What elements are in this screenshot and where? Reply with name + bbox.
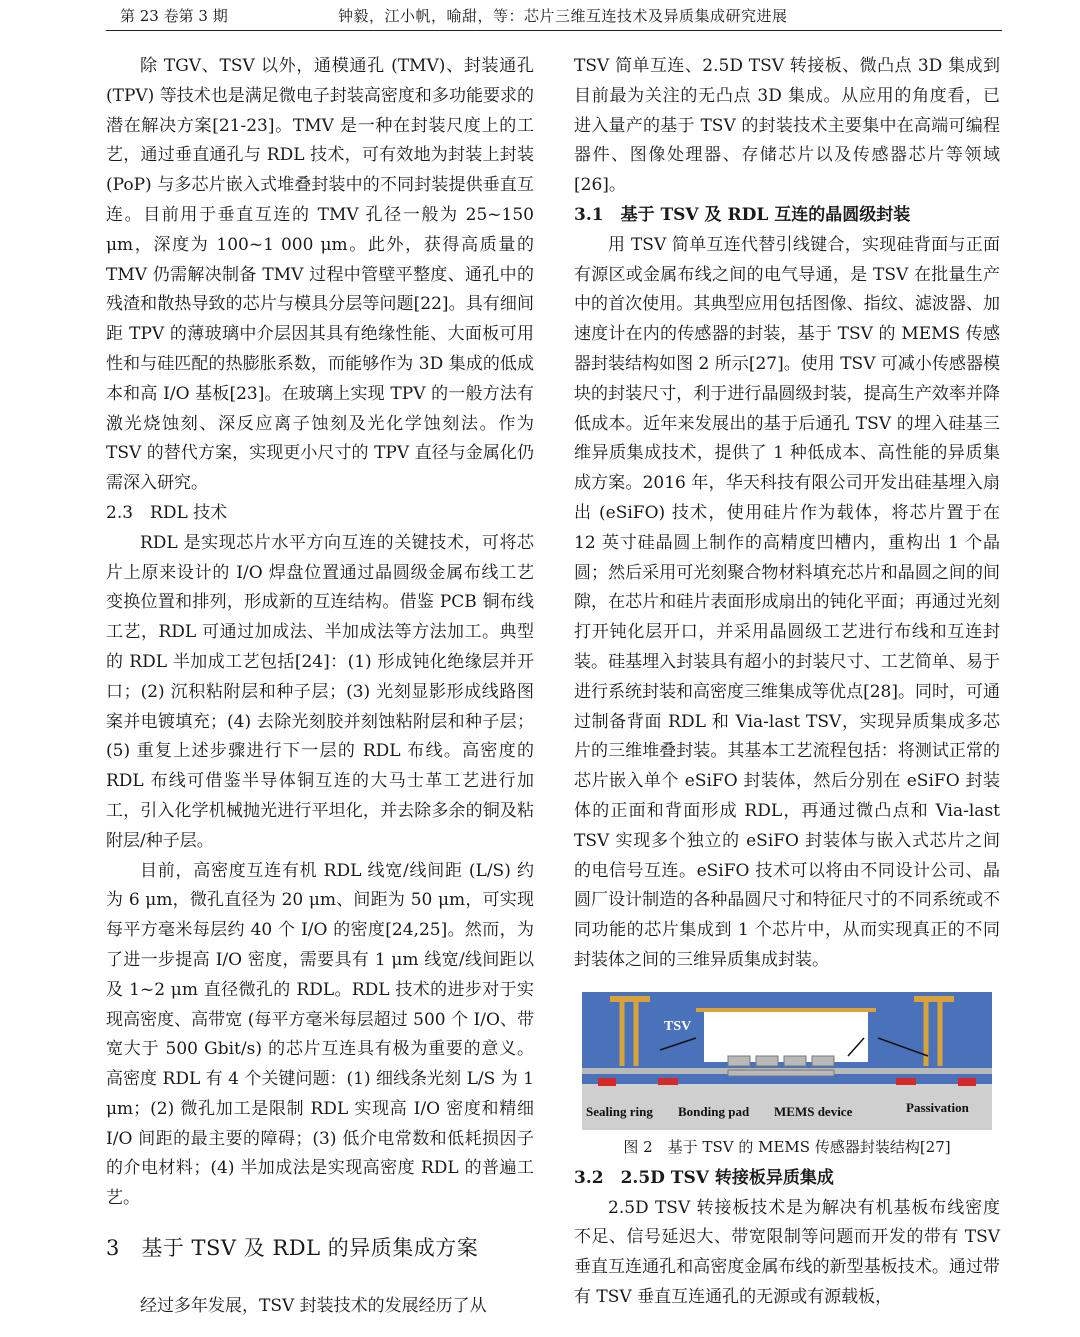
paragraph-tmv-tpv: 除 TGV、TSV 以外，通模通孔 (TMV)、封装通孔 (TPV) 等技术也是满足微电子封装高密度和多功能要求的潜在解决方案[21-23]。TMV 是一种在封装尺度上的工艺，通过垂直通孔与 RDL 技术，可有效地为封装上封装 (PoP) 与多芯片嵌入式堆叠封装中的不同封装提供垂直互连。目前用于垂直互连的 TMV 孔径一般为 25~150 μm，深度为 100~1 000 μm。此外，获得高质量的 TMV 仍需解决制备 TMV 过程中管壁平整度、通孔中的残渣和散热导致的芯片与模具分层等问题[22]。具有细间距 TPV 的薄玻璃中介层因其具有绝缘性能、大面板可用性和与硅匹配的热膨胀系数，而能够作为 3D 集成的低成本和高 I/O 基板[23]。在玻璃上实现 TPV 的一般方法有激光烧蚀刻、深反应离子蚀刻及光化学蚀刻法。作为 TSV 的替代方案，实现更小尺寸的 TPV 直径与金属化仍需深入研究。: [106, 56, 534, 494]
paragraph-tsv-history: 经过多年发展，TSV 封装技术的发展经历了从: [140, 1296, 487, 1317]
mems-device-label: MEMS device: [774, 1103, 853, 1119]
bonding-pad-label: Bonding pad: [678, 1103, 750, 1119]
bonding-pad-right: [896, 1078, 916, 1085]
section-heading-3: 3 基于 TSV 及 RDL 的异质集成方案: [106, 1236, 479, 1261]
mems-package-diagram: [578, 990, 996, 1130]
tsv-right-cap: [914, 996, 954, 1002]
tsv-label: TSV: [664, 1018, 692, 1034]
running-header: [106, 4, 1002, 31]
left-column: [106, 52, 534, 1322]
paragraph-tsv-evolution: TSV 简单互连、2.5D TSV 转接板、微凸点 3D 集成到目前最为关注的无凸点 3D 集成。从应用的角度看，已进入量产的基于 TSV 的封装技术主要集中在高端可编程器件、图像处理器、存储芯片以及传感器芯片等领域[26]。: [574, 56, 1000, 196]
paragraph-rdl-density: 目前，高密度互连有机 RDL 线宽/线间距 (L/S) 约为 6 μm，微孔直径为 20 μm、间距为 50 μm，可实现每平方毫米每层约 40 个 I/O 的密度[24,25]。然而，为了进一步提高 I/O 密度，需要具有 1 μm 线宽/线间距以及 1~2 μm 直径微孔的 RDL。RDL 技术的进步对于实现高密度、高带宽 (每平方毫米每层超过 500 个 I/O、带宽大于 500 Gbit/s) 的芯片互连具有极为重要的意义。高密度 RDL 有 4 个关键问题：(1) 细线条光刻 L/S 为 1 μm；(2) 微孔加工是限制 RDL 实现高 I/O 密度和精细 I/O 间距的最主要的障碍；(3) 低介电常数和低耗损因子的介电材料；(4) 半加成法是实现高密度 RDL 的普遍工艺。: [106, 860, 534, 1209]
figure-caption: 图 2 基于 TSV 的 MEMS 传感器封装结构[27]: [623, 1137, 951, 1156]
bonding-pad-left: [658, 1078, 678, 1085]
journal-volume: 第 23 卷第 3 期: [120, 7, 228, 25]
paragraph-wafer-level: 用 TSV 简单互连代替引线键合，实现硅背面与正面有源区或金属布线之间的电气导通，是 TSV 在批量生产中的首次使用。其典型应用包括图像、指纹、滤波器、加速度计在内的传感器的封装，基于 TSV 的 MEMS 传感器封装结构如图 2 所示[27]。使用 TSV 可减小传感器模块的封装尺寸，利于进行晶圆级封装，提高生产效率并降低成本。近年来发展出的基于后通孔 TSV 的埋入硅基三维异质集成技术，提供了 1 种低成本、高性能的异质集成方案。2016 年，华天科技有限公司开发出硅基埋入扇出 (eSiFO) 技术，使用硅片作为载体，将芯片置于在 12 英寸硅晶圆上制作的高精度凹槽内，重构出 1 个晶圆；然后采用可光刻聚合物材料填充芯片和晶圆之间的间隙，在芯片和硅片表面形成扇出的钝化平面；再通过光刻打开钝化层开口，并采用晶圆级工艺进行布线和互连封装。硅基埋入封装具有超小的封装尺寸、工艺简单、易于进行系统封装和高密度三维集成等优点[28]。同时，可通过制备背面 RDL 和 Via-last TSV，实现异质集成多芯片的三维堆叠封装。其基本工艺流程包括：将测试正常的芯片嵌入单个 eSiFO 封装体，然后分别在 eSiFO 封装体的正面和背面形成 RDL，再通过微凸点和 Via-last TSV 实现多个独立的 eSiFO 封装体与嵌入式芯片之间的电信号互连。eSiFO 技术可以将由不同设计公司、晶圆厂设计制造的各种晶圆尺寸和特征尺寸的不同系统或不同功能的芯片集成到 1 个芯片中，从而实现真正的不同封装体之间的三维异质集成封装。: [574, 234, 1000, 970]
sealing-ring-right: [958, 1078, 976, 1086]
paragraph-2-5d-interposer: 2.5D TSV 转接板技术是为解决有机基板布线密度不足、信号延迟大、带宽限制等问题而开发的带有 TSV 垂直互连通孔和高密度金属布线的新型基板技术。通过带有 TSV 垂直互连通孔的无源或有源载板，: [574, 1197, 1000, 1307]
paragraph-rdl-intro: RDL 是实现芯片水平方向互连的关键技术，可将芯片上原来设计的 I/O 焊盘位置通过晶圆级金属布线工艺变换位置和排列，形成新的互连结构。借鉴 PCB 铜布线工艺，RDL 可通过加成法、半加成法等方法加工。典型的 RDL 半加成工艺包括[24]：(1) 形成钝化绝缘层并开口；(2) 沉积粘附层和种子层；(3) 光刻显影形成线路图案并电镀填充；(4) 去除光刻胶并刻蚀粘附层和种子层；(5) 重复上述步骤进行下一层的 RDL 布线。高密度的 RDL 布线可借鉴半导体铜互连的大马士革工艺进行加工，引入化学机械抛光进行平坦化，并去除多余的铜及粘附层/种子层。: [106, 532, 534, 851]
rdl-label: RDL: [822, 1010, 852, 1026]
passivation-label: Passivation: [906, 1099, 969, 1115]
tsv-left-cap: [610, 996, 650, 1002]
section-heading-3-2: 3.2 2.5D TSV 转接板异质集成: [574, 1167, 834, 1188]
sealing-ring-label: Sealing ring: [586, 1103, 653, 1119]
section-heading-2-3: 2.3 RDL 技术: [106, 502, 228, 523]
running-title: 钟毅，江小帆，喻甜，等：芯片三维互连技术及异质集成研究进展: [338, 7, 788, 25]
section-heading-3-1: 3.1 基于 TSV 及 RDL 互连的晶圆级封装: [574, 204, 911, 225]
right-column: [574, 52, 1000, 1313]
sealing-ring-left: [598, 1078, 616, 1086]
figure-2: [578, 990, 996, 1160]
